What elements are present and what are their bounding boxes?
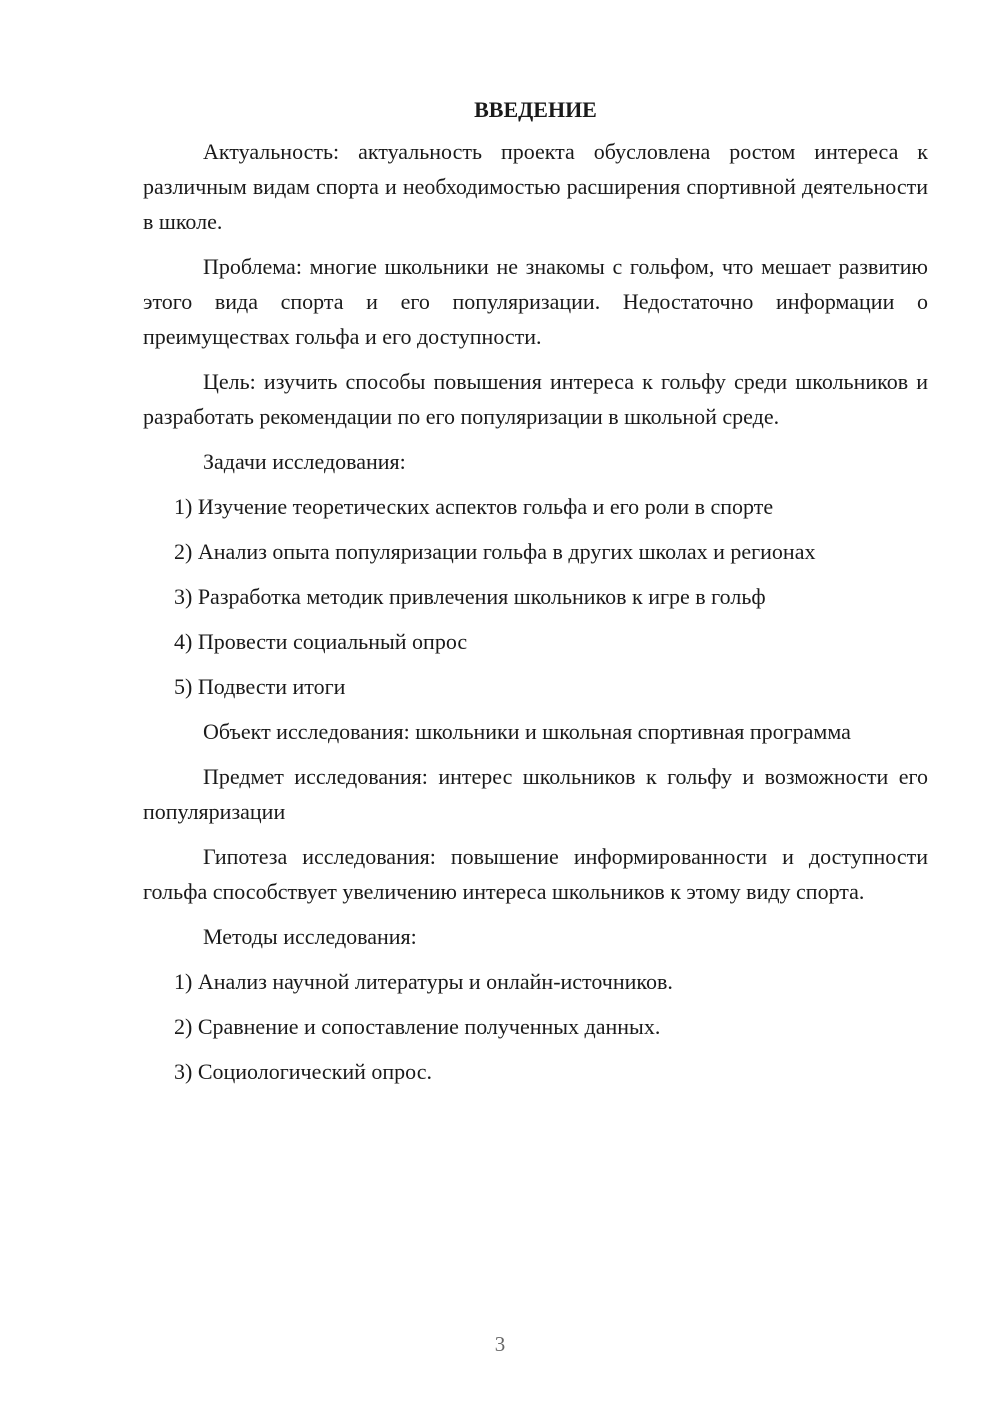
- object-paragraph: Объект исследования: школьники и школьная спортивная программа: [203, 719, 851, 744]
- task-item: 3) Разработка методик привлечения школьников к игре в гольф: [174, 584, 766, 609]
- task-item: 2) Анализ опыта популяризации гольфа в других школах и регионах: [174, 539, 816, 564]
- document-title: ВВЕДЕНИЕ: [474, 97, 597, 122]
- method-item: 3) Социологический опрос.: [174, 1059, 432, 1084]
- tasks-list: [143, 489, 928, 704]
- methods-heading: Методы исследования:: [203, 924, 417, 949]
- document-page: [143, 88, 928, 1099]
- methods-list: [143, 964, 928, 1089]
- page-number: 3: [494, 1332, 506, 1356]
- tasks-heading: Задачи исследования:: [203, 449, 406, 474]
- method-item: 2) Сравнение и сопоставление полученных данных.: [174, 1014, 661, 1039]
- task-item: 4) Провести социальный опрос: [174, 629, 468, 654]
- subject-paragraph: Предмет исследования: интерес школьников к гольфу и возможности его популяризации: [143, 764, 928, 824]
- task-item: 5) Подвести итоги: [174, 674, 346, 699]
- method-item: 1) Анализ научной литературы и онлайн-источников.: [174, 969, 673, 994]
- problem-paragraph: Проблема: многие школьники не знакомы с гольфом, что мешает развитию этого вида спорта и его популяризации. Недостаточно информации о преимуществах гольфа и его доступности.: [143, 254, 928, 349]
- task-item: 1) Изучение теоретических аспектов гольфа и его роли в спорте: [174, 494, 774, 519]
- relevance-paragraph: Актуальность: актуальность проекта обусловлена ростом интереса к различным видам спорта и необходимостью расширения спортивной деятельности в школе.: [143, 139, 928, 234]
- goal-paragraph: Цель: изучить способы повышения интереса к гольфу среди школьников и разработать рекомендации по его популяризации в школьной среде.: [143, 369, 928, 429]
- hypothesis-paragraph: Гипотеза исследования: повышение информированности и доступности гольфа способствует увеличению интереса школьников к этому виду спорта.: [143, 844, 928, 904]
